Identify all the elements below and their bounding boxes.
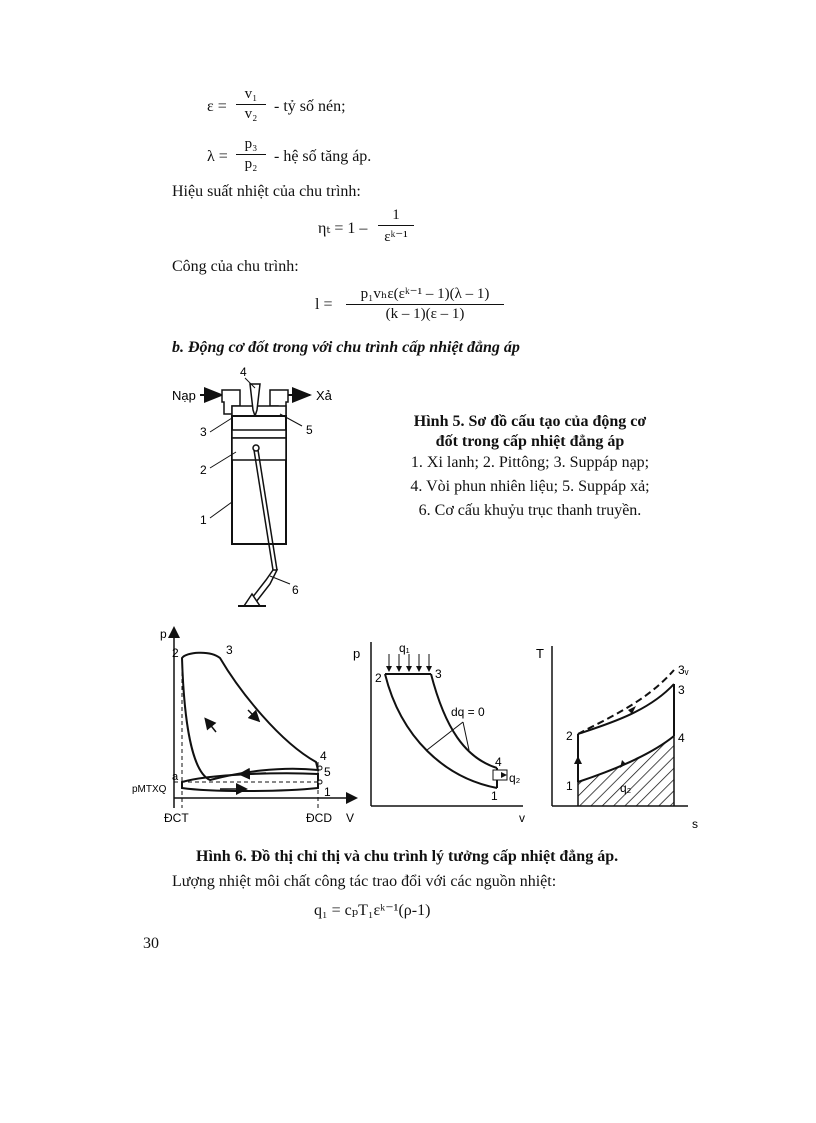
pv-expansion-34 (431, 674, 497, 768)
section-heading: b. Động cơ đốt trong với chu trình cấp nhiệt đẳng áp (172, 339, 520, 356)
piston-crown (232, 430, 286, 438)
compression-arrow (208, 722, 216, 732)
efficiency-label: Hiệu suất nhiệt của chu trình: (172, 183, 361, 200)
cylinder-head (232, 406, 286, 416)
engine-schematic (160, 362, 350, 612)
exhaust-label: Xả (316, 388, 332, 403)
exhaust-flow-arrow (244, 773, 266, 774)
efficiency-fraction (378, 207, 414, 246)
ts-point-4: 4 (678, 731, 685, 745)
leader-3 (210, 418, 232, 432)
work-label: Công của chu trình: (172, 258, 299, 275)
page-number: 30 (143, 935, 159, 952)
pv-point-2: 2 (375, 671, 382, 685)
indicator-diagram (130, 622, 361, 834)
lambda-description: - hệ số tăng áp. (274, 148, 372, 165)
figure5-caption-title-1: Hình 5. Sơ đồ cấu tạo của động cơ (413, 413, 647, 430)
intake-label: Nạp (172, 388, 196, 403)
indicator-point-2: 2 (172, 646, 179, 660)
epsilon-numerator: v₁ (236, 86, 266, 105)
figure5-caption-line-1: 1. Xi lanh; 2. Pittông; 3. Suppáp nạp; (410, 454, 650, 471)
ts-q2-label: q₂ (620, 781, 632, 795)
lambda-fraction (236, 136, 266, 173)
label-6: 6 (292, 583, 299, 597)
pv-point-1: 1 (491, 789, 498, 803)
figure6-caption: Hình 6. Đồ thị chỉ thị và chu trình lý tưởng cấp nhiệt đẳng áp. (196, 848, 619, 865)
indicator-p-label: p (160, 627, 167, 641)
work-numerator: p₁vₕε(εᵏ⁻¹ – 1)(λ – 1) (346, 284, 504, 305)
epsilon-denominator: v₂ (244, 106, 258, 122)
pv-dq-label: dq = 0 (451, 705, 485, 719)
pv-compression-12 (385, 674, 497, 788)
ts-point-1: 1 (566, 779, 573, 793)
lambda-numerator: p₃ (236, 136, 266, 155)
pv-q1-label: q₁ (399, 641, 410, 655)
indicator-point-1: 1 (324, 785, 331, 799)
tdc-label: ĐCT (164, 811, 189, 825)
q1-formula: q₁ = cₚT₁εᵏ⁻¹(ρ-1) (314, 902, 431, 919)
ts-point-3v: 3ᵥ (678, 663, 689, 677)
efficiency-numerator: 1 (378, 207, 414, 226)
efficiency-lhs: ηₜ = 1 – (318, 220, 368, 237)
expansion-arrow (248, 710, 256, 718)
crank-arm (252, 570, 277, 602)
epsilon-fraction (236, 86, 266, 123)
ts-t-label: T (536, 646, 544, 661)
pv-diagram (345, 638, 535, 826)
pmtxq-label: pMTXQ (132, 784, 167, 795)
point-5-marker (318, 766, 322, 770)
epsilon-description: - tỷ số nén; (274, 98, 346, 115)
pv-point-4: 4 (495, 755, 502, 769)
pv-v-label: v (519, 811, 525, 825)
work-fraction (346, 284, 504, 323)
indicator-point-4: 4 (320, 749, 327, 763)
figure5-caption-title-2: đốt trong cấp nhiệt đẳng áp (435, 433, 625, 450)
efficiency-denominator: εᵏ⁻¹ (384, 229, 408, 245)
ts-diagram (528, 642, 708, 834)
dq-leader-left (427, 722, 463, 750)
bdc-label: ĐCD (306, 811, 332, 825)
indicator-cycle (182, 653, 318, 780)
ts-point-3: 3 (678, 683, 685, 697)
ts-arrow-12 (574, 756, 582, 764)
leader-1 (210, 502, 232, 518)
pv-q2-label: q₂ (509, 771, 521, 785)
indicator-point-a: a (172, 771, 179, 783)
ts-isochor-dashed (578, 670, 674, 734)
epsilon-lhs: ε = (207, 98, 227, 115)
ts-point-2: 2 (566, 729, 573, 743)
lambda-lhs: λ = (207, 148, 228, 165)
lambda-denominator: p₂ (244, 156, 258, 172)
label-4: 4 (240, 365, 247, 379)
indicator-point-3: 3 (226, 643, 233, 657)
ts-s-label: s (692, 817, 698, 831)
work-lhs: l = (315, 296, 333, 313)
figure5-caption (380, 413, 680, 520)
label-2: 2 (200, 463, 207, 477)
pv-p-label: p (353, 646, 361, 661)
heat-text: Lượng nhiệt môi chất công tác trao đổi với các nguồn nhiệt: (172, 873, 557, 890)
figure5-caption-line-2: 4. Vòi phun nhiên liệu; 5. Suppáp xả; (410, 478, 650, 495)
work-denominator: (k – 1)(ε – 1) (385, 306, 465, 322)
leader-6 (270, 576, 290, 584)
pv-point-3: 3 (435, 667, 442, 681)
label-5: 5 (306, 423, 313, 437)
label-1: 1 (200, 513, 207, 527)
label-3: 3 (200, 425, 207, 439)
figure5-caption-line-3: 6. Cơ cấu khuỷu trục thanh truyền. (418, 502, 642, 519)
indicator-v-label: V (346, 811, 355, 825)
indicator-point-5: 5 (324, 765, 331, 779)
point-1-marker (318, 780, 322, 784)
q1-arrowheads (386, 666, 432, 672)
